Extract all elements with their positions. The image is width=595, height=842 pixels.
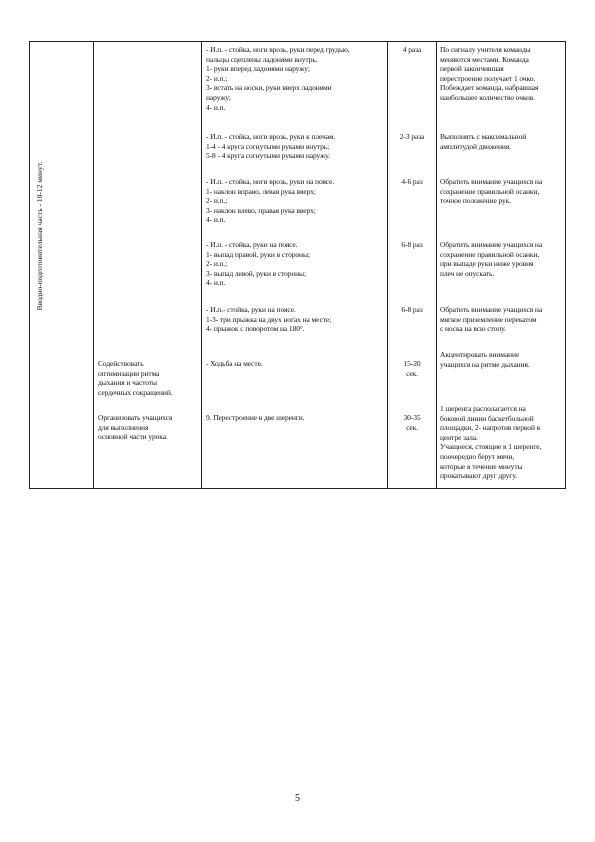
remark-text: Обратить внимание учащихся на мягкое приземление перекатом с носка на всю стопу. [440,305,543,334]
task-text: Содействовать оптимизации ритма дыхания и частоты сердечных сокращений. [98,359,173,397]
lesson-plan-table [29,41,566,489]
dosage-text: 4-6 раз [401,177,423,186]
dosage-text: 2-3 раза [399,132,425,141]
exercise-text: - И.п. - стойка, руки на поясе. 1- выпад правой, руки в стороны; 2- и.п.; 3- выпад левой, руки в стороны; 4- и.п. [206,240,310,288]
page-number: 5 [295,793,300,804]
exercise-text: - И.п.- стойка, руки на поясе. 1-3- три прыжка на двух ногах на месте; 4- прыжок с поворотом на 180°. [206,305,332,334]
column-divider [201,42,202,488]
section-label: Вводно-подготовительная часть - 10-12 минут. [35,161,44,311]
remark-text: Акцентировать внимание учащихся на ритме дыхания. [440,350,530,369]
exercise-text: - И.п. - стойка, ноги врозь, руки на поясе. 1- наклон вправо, левая рука вверх; 2- и.п.; 3- наклон влево, правая рука вверх; 4- и.п. [206,177,335,225]
column-divider [436,42,437,488]
remark-text: Обратить внимание учащихся на сохранение правильной осанки, точное положение рук. [440,177,543,206]
task-text: Организовать учащихся для выполнения основной части урока. [98,413,173,442]
remark-text: 1 шеренга располагается на боковой линии баскетбольной площадки, 2- напротив первой в центре зала. Учащиеся, стоящие в 1 шеренге, поочередно берут мячи, которые в течение минуты прокатывают друг другу. [440,404,542,481]
remark-text: По сигналу учителя команды меняются местами. Команда первой закончившая перестроение получает 1 очко. Побеждает команда, набравшая наибольшее количество очков. [440,45,539,102]
column-divider [93,42,94,488]
exercise-text: - Ходьба на месте. [206,359,263,368]
remark-text: Обратить внимание учащихся на сохранение правильной осанки, при выпаде руки ниже уровня плеч не опускать. [440,240,543,278]
exercise-text: - И.п. - стойка, ноги врозь, руки перед грудью, пальцы сцеплены ладонями внутрь. 1- руки вперед ладонями наружу; 2- и.п.; 3- встать на носки, руки вверх ладонями наружу; 4- и.п. [206,45,350,112]
dosage-text: 6-8 раз [401,240,423,249]
dosage-text: 6-8 раз [401,305,423,314]
dosage-text: 15-20 сек. [403,359,421,378]
dosage-text: 30-35 сек. [403,413,421,432]
exercise-text: 9. Перестроение в две шеренги. [206,413,305,422]
exercise-text: - И.п. - стойка, ноги врозь, руки к плечам. 1-4 - 4 круга согнутыми руками внутрь; 5-8 - 4 круга согнутыми руками наружу. [206,132,336,161]
dosage-text: 4 раза [402,45,422,54]
remark-text: Выполнять с максимальной амплитудой движения. [440,132,527,151]
